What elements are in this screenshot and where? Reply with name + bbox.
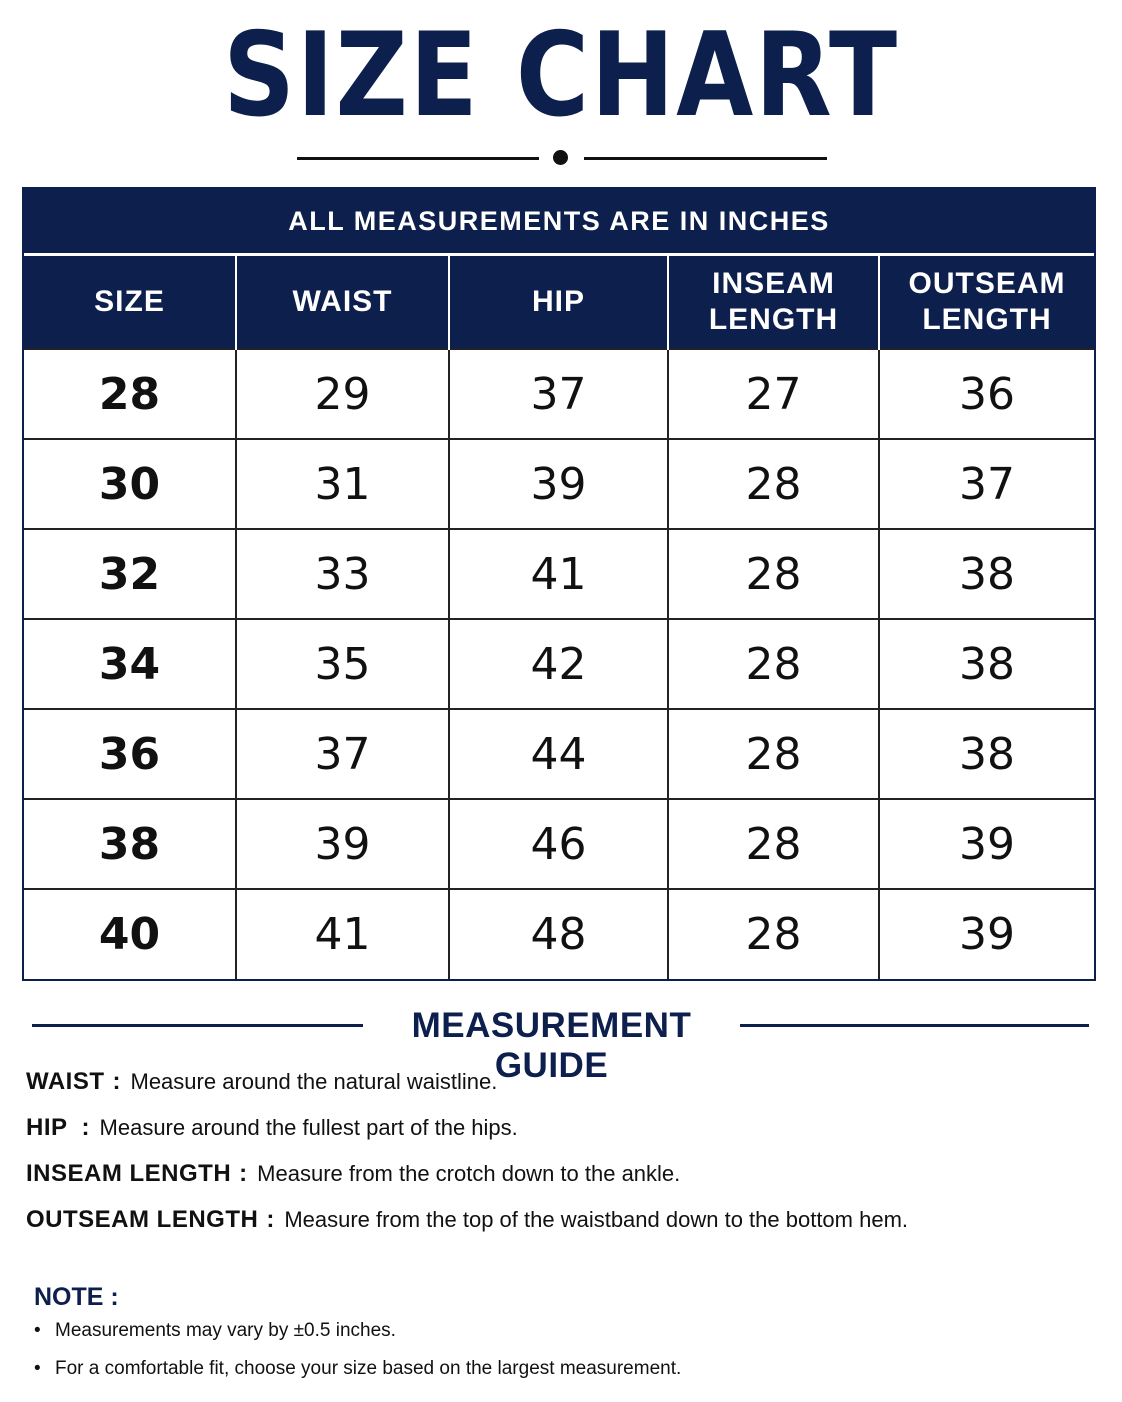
- guide-divider-left: [32, 1024, 363, 1027]
- cell-outseam: 39: [879, 799, 1094, 889]
- table-row: [24, 889, 1094, 979]
- guide-divider-right: [740, 1024, 1089, 1027]
- table-row: [24, 529, 1094, 619]
- cell-hip: 41: [449, 529, 668, 619]
- table-header-row: [24, 256, 1094, 349]
- size-chart-table: [22, 187, 1096, 981]
- cell-size: 30: [24, 439, 236, 529]
- cell-waist: 41: [236, 889, 449, 979]
- cell-outseam: 37: [879, 439, 1094, 529]
- cell-inseam: 28: [668, 439, 879, 529]
- header-outseam-length: [879, 256, 1094, 349]
- cell-waist: 35: [236, 619, 449, 709]
- page-title: SIZE CHART: [223, 8, 899, 143]
- title-divider-right: [584, 157, 827, 160]
- guide-text: Measure around the fullest part of the hips.: [99, 1115, 518, 1140]
- cell-hip: 42: [449, 619, 668, 709]
- table-row: [24, 619, 1094, 709]
- cell-hip: 39: [449, 439, 668, 529]
- cell-waist: 31: [236, 439, 449, 529]
- cell-inseam: 28: [668, 709, 879, 799]
- guide-separator: :: [266, 1206, 275, 1233]
- note-text: For a comfortable fit, choose your size based on the largest measurement.: [55, 1358, 682, 1379]
- cell-size: 38: [24, 799, 236, 889]
- cell-outseam: 36: [879, 349, 1094, 439]
- cell-outseam: 38: [879, 709, 1094, 799]
- guide-term: WAIST: [26, 1068, 105, 1095]
- note-item: [34, 1320, 396, 1342]
- bullet-icon: •: [34, 1320, 41, 1341]
- guide-term: HIP: [26, 1114, 68, 1141]
- header-outseam-line2: LENGTH: [922, 303, 1052, 336]
- header-waist: WAIST: [236, 256, 449, 349]
- note-text: Measurements may vary by ±0.5 inches.: [55, 1320, 396, 1341]
- cell-inseam: 28: [668, 799, 879, 889]
- cell-size: 28: [24, 349, 236, 439]
- cell-size: 32: [24, 529, 236, 619]
- table-row: [24, 349, 1094, 439]
- cell-hip: 48: [449, 889, 668, 979]
- guide-separator: :: [112, 1068, 121, 1095]
- table-row: [24, 439, 1094, 529]
- cell-size: 34: [24, 619, 236, 709]
- cell-inseam: 28: [668, 889, 879, 979]
- header-hip: HIP: [449, 256, 668, 349]
- guide-item-hip: [26, 1114, 518, 1142]
- table-row: [24, 709, 1094, 799]
- header-size: SIZE: [24, 256, 236, 349]
- note-item: [34, 1358, 681, 1380]
- table-row: [24, 799, 1094, 889]
- title-divider-dot: [553, 150, 568, 165]
- guide-term: OUTSEAM LENGTH: [26, 1206, 259, 1233]
- cell-hip: 46: [449, 799, 668, 889]
- guide-item-outseam: [26, 1206, 908, 1234]
- guide-text: Measure around the natural waistline.: [130, 1069, 498, 1094]
- header-inseam-line2: LENGTH: [708, 303, 839, 336]
- cell-size: 40: [24, 889, 236, 979]
- guide-text: Measure from the top of the waistband down to the bottom hem.: [284, 1207, 909, 1232]
- cell-waist: 37: [236, 709, 449, 799]
- cell-size: 36: [24, 709, 236, 799]
- measurement-guide-title: MEASUREMENT GUIDE: [411, 1006, 692, 1085]
- guide-text: Measure from the crotch down to the ankle.: [257, 1161, 681, 1186]
- cell-inseam: 28: [668, 619, 879, 709]
- cell-hip: 44: [449, 709, 668, 799]
- cell-outseam: 39: [879, 889, 1094, 979]
- note-title: NOTE :: [34, 1283, 119, 1311]
- title-divider-left: [297, 157, 539, 160]
- header-inseam-line1: INSEAM: [712, 267, 835, 300]
- cell-inseam: 27: [668, 349, 879, 439]
- header-outseam-line1: OUTSEAM: [908, 267, 1066, 300]
- cell-waist: 33: [236, 529, 449, 619]
- cell-outseam: 38: [879, 619, 1094, 709]
- header-inseam-length: [668, 256, 879, 349]
- guide-term: INSEAM LENGTH: [26, 1160, 232, 1187]
- cell-inseam: 28: [668, 529, 879, 619]
- units-banner: ALL MEASUREMENTS ARE IN INCHES: [24, 189, 1094, 256]
- cell-waist: 39: [236, 799, 449, 889]
- guide-separator: :: [239, 1160, 248, 1187]
- bullet-icon: •: [34, 1358, 41, 1379]
- cell-waist: 29: [236, 349, 449, 439]
- guide-separator: :: [81, 1114, 90, 1141]
- cell-outseam: 38: [879, 529, 1094, 619]
- guide-item-inseam: [26, 1160, 680, 1188]
- guide-item-waist: [26, 1068, 497, 1096]
- cell-hip: 37: [449, 349, 668, 439]
